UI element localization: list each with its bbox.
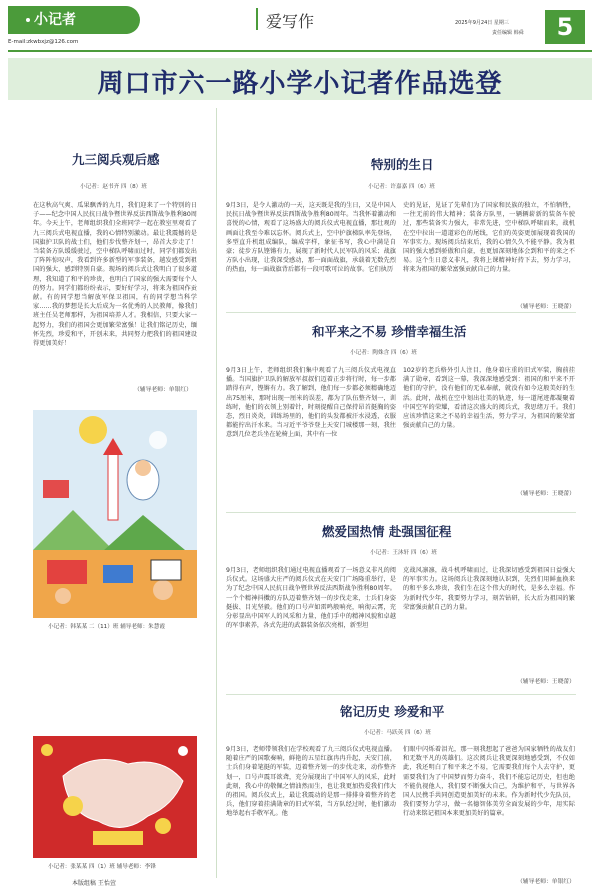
- editor-credit: 责任编辑 韩舜: [492, 30, 524, 36]
- article-4-body-right: 克战风凛凛，战斗机呼啸而过，让我深切感受到祖国日益强大的军事实力。这场阅兵让我深刻地认识到，先烈们用鲜血换来的和平多么珍贵，我们生在这个伟大的时代，是多么幸福。作为新时代少年，我要努力学习，刻苦钻研，长大后为祖国的繁荣富强贡献自己的力量。: [403, 567, 575, 611]
- layout-credit: 本版组稿 王怡萱: [72, 880, 116, 887]
- article-3-body-right: 102岁的老兵格外引人注目，他身着庄重的旧式军装，胸前挂满了勋章，看到这一幕，我深深地感受到：祖国的和平来不开他们的守护，没有他们的无私奉献，就没有如今这般美好的生活。此时，战机在空中划出壮美的轨迹，每一道尾迹都凝聚着中国空军的荣耀，看清这次盛大的阅兵式，我思绪万千。我们应该珍惜这来之不易的幸福生活，努力学习，为祖国的繁荣富强贡献自己的力量。: [403, 367, 575, 430]
- article-divider-3: [226, 694, 576, 695]
- page-title: 周口市六一路小学小记者作品选登: [97, 69, 503, 99]
- brand-dot-icon: [26, 18, 30, 22]
- section-marker-bar: [256, 8, 258, 30]
- article-2-headline: 特别的生日: [371, 157, 434, 172]
- article-3-note: （辅导老师：王晓蕾）: [517, 491, 575, 497]
- brand-label: 小记者: [34, 12, 76, 28]
- column-divider: [216, 108, 217, 878]
- painting-2-illustration: [33, 736, 197, 858]
- article-4-body-left: 9月3日，老师组织我们通过电视直播观看了一场意义非凡的阅兵仪式。这场盛大庄严的阅兵仪式在天安门广场隆重举行，是为了纪念中国人民抗日战争暨世界反法西斯战争胜利80周年。一个个精神抖擞的方队迈着整齐划一的步伐走来，士兵们身姿挺拔、目光坚毅。他们的口号声如雷鸣般响亮，响彻云霄，充分彰显出中国军人的风采和力量，他们手中的精神风貌和卓越的军事素养，各式先进的武器装备依次亮相，新型坦: [226, 567, 396, 630]
- article-2-body-left: 9月3日，是令人激动的一天，这天既是我的生日，又是中国人民抗日战争暨世界反法西斯战争胜利80周年。当我怀着激动和喜悦的心情，观看了这场盛大的阅兵仪式电视直播，那壮观的画面让我至今难以忘怀。阅兵式上，空中护旗梯队率先登场，多型直升机组成编队，编成字样，象征书写，我心中满是自豪；徒步方队铿锵有力，展现了新时代人民军队的风采；战旗方队小出现，让我深受感动，那一面面战旗，承载着无数先烈的热血，每一面战旗背后都有一段可歌可泣的故事。它们执历: [226, 202, 396, 274]
- article-1-note: （辅导老师：单银红）: [134, 387, 192, 393]
- dateline: 2025年9月24日 星期三: [455, 20, 509, 26]
- article-5-body-right: 们眼中闪烁着泪光，那一刻我想起了爸爸为国家牺牲的战友们和无数平凡的英雄们。这次阅兵让我更深刻地感受到，不仅如此，我还明白了和平来之不易，它需要我们每个人去守护，更需要我们为了中国梦而努力奋斗，我们不能忘记历史，但也绝不能仇视他人，我们要不断强大自己，为维护和平，与世界各国人民携手共同创造更加美好的未来。作为新时代少先队员，我们要努力学习，做一名德智体美劳全面发展的少年，用实际行动来铭记祖国本来更加美好的篇章。: [403, 746, 575, 818]
- painting-2-caption: 小记者：张某某 四（1）班 辅导老师：李锋: [48, 864, 156, 870]
- article-4-byline: 小记者：王沐轩 四（6）班: [370, 550, 437, 556]
- article-5-note: （辅导老师：单银红）: [517, 879, 575, 885]
- masthead-brand: [8, 6, 140, 34]
- article-3-byline: 小记者：陶姝含 四（6）班: [350, 350, 417, 356]
- article-2-note: （辅导老师：王晓蕾）: [517, 304, 575, 310]
- painting-1-caption: 小记者：韩某某 二（11）班 辅导老师：朱慧霞: [48, 624, 165, 630]
- article-4-headline: 燃爱国热情 赴强国征程: [322, 524, 452, 539]
- section-title: 爱写作: [266, 12, 315, 31]
- page-number: 5: [545, 10, 585, 44]
- article-5-body-left: 9月3日，老师带领我们在学校观看了九三阅兵仪式电视直播。随着庄严的国歌奏响，鲜艳的五星红旗冉冉升起，天安门前，士兵们身着笔挺的军装，迈着整齐划一的步伐走来，动作整齐划一，口号声震耳欲聋，充分展现出了中国军人的风采，此时此刻，我心中的敬佩之情油然而生，也让我更加热爱我们伟大的祖国。阅兵仪式上，最让我震动的是那一排排身着整齐的老兵，他们穿着挂满勋章的旧式军装，当方队经过时，他们激动地举起右手敬军礼。他: [226, 746, 396, 818]
- article-2-body-right: 史的见证，见证了先辈们为了国家和民族的独立，不怕牺牲，一往无前的伟大精神；装备方队里，一辆辆崭新的装备车驶过，那些装备实力强大，非常先进，空中梯队呼啸而来，战机在空中拉出一道道彩色的尾线，它们的英姿更加展现着我国的军事实力。现场阅兵结束后，我的心情久久不能平静。我为祖国的强大感到骄傲和自豪，也更加深刻地体会到和平的来之不易。这个生日意义非凡，我将上课精神好持下去，努力学习，将来为祖国的繁荣富强贡献自己的力量。: [403, 202, 575, 274]
- article-2-byline: 小记者：许嘉嘉 四（6）班: [368, 184, 435, 190]
- article-3-body-left: 9月3日上午，老师组织我们集中观看了九三阅兵仪式电视直播。当国旗护卫队的解放军叔叔们迈着正步将行时，每一步都踏得有声，铿锵有力。我了解到，他们每一步都必须精确地迈出75厘米，那时出现一厘米的误差，都为了队伍整齐划一，训练时，他们的衣领上别着针，时刻提醒自己保持昂首挺胸的姿态，烈日炎炎，训练场里的，他们的头发都被汗水浸透，衣服都能拧出汗水来。当习近平爷爷登上天安门城楼那一刻，我往意到几位老兵坐在轮椅上面，其中有一位: [226, 367, 396, 439]
- painting-1-illustration: [33, 410, 197, 618]
- student-painting-2: [33, 736, 197, 858]
- article-5-headline: 铭记历史 珍爱和平: [340, 704, 445, 719]
- article-1-byline: 小记者：赵书齐 四（8）班: [80, 184, 147, 190]
- article-5-byline: 小记者：马跃英 四（6）班: [364, 730, 431, 736]
- article-divider-2: [226, 512, 576, 513]
- contact-email: E-mail:zkwbxjz@126.com: [8, 39, 79, 45]
- article-divider-1: [226, 312, 576, 313]
- article-1-headline: 九三阅兵观后感: [72, 152, 160, 167]
- student-painting-1: [33, 410, 197, 618]
- article-3-headline: 和平来之不易 珍惜幸福生活: [312, 324, 467, 339]
- article-1-body: 在这秋高气爽、瓜果飘香的九月，我们迎来了一个特别的日子——纪念中国人民抗日战争暨世界反法西斯战争胜利80周年。今天上午，老师组织我们全班同学一起在教室里观看了九三阅兵式电视直播，我的心情特别激动。最让我震撼的是国旗护卫队的战士们，他们步伐整齐划一，昂首大步走了！当装备方队缓缓驶过，空中梯队呼啸而过时，同学们都发出了阵阵惊叹声，我看到许多新型的军事装备，越发感受到祖国的强大，感到特别自豪。现场的阅兵式让我明白了很多道理，我知道了和平的珍贵，也明白了国家的强大需要每个人的努力。同学们都纷纷表示，要好好学习，将来为祖国作贡献。有的同学想当解放军保卫祖国，有的同学想当科学家……我的梦想是长大后成为一名优秀的人民教师，像我们班主任吴老师那样，为祖国培养人才。我相信，只要大家一起努力，我们的祖国会更加繁荣富强！让我们铭记历史，缅怀先烈，珍爱和平，开创未来，共同努力把我们的祖国建设得更加美好！: [33, 202, 197, 348]
- header-rule: [8, 50, 592, 52]
- article-4-note: （辅导老师：王晓蕾）: [517, 679, 575, 685]
